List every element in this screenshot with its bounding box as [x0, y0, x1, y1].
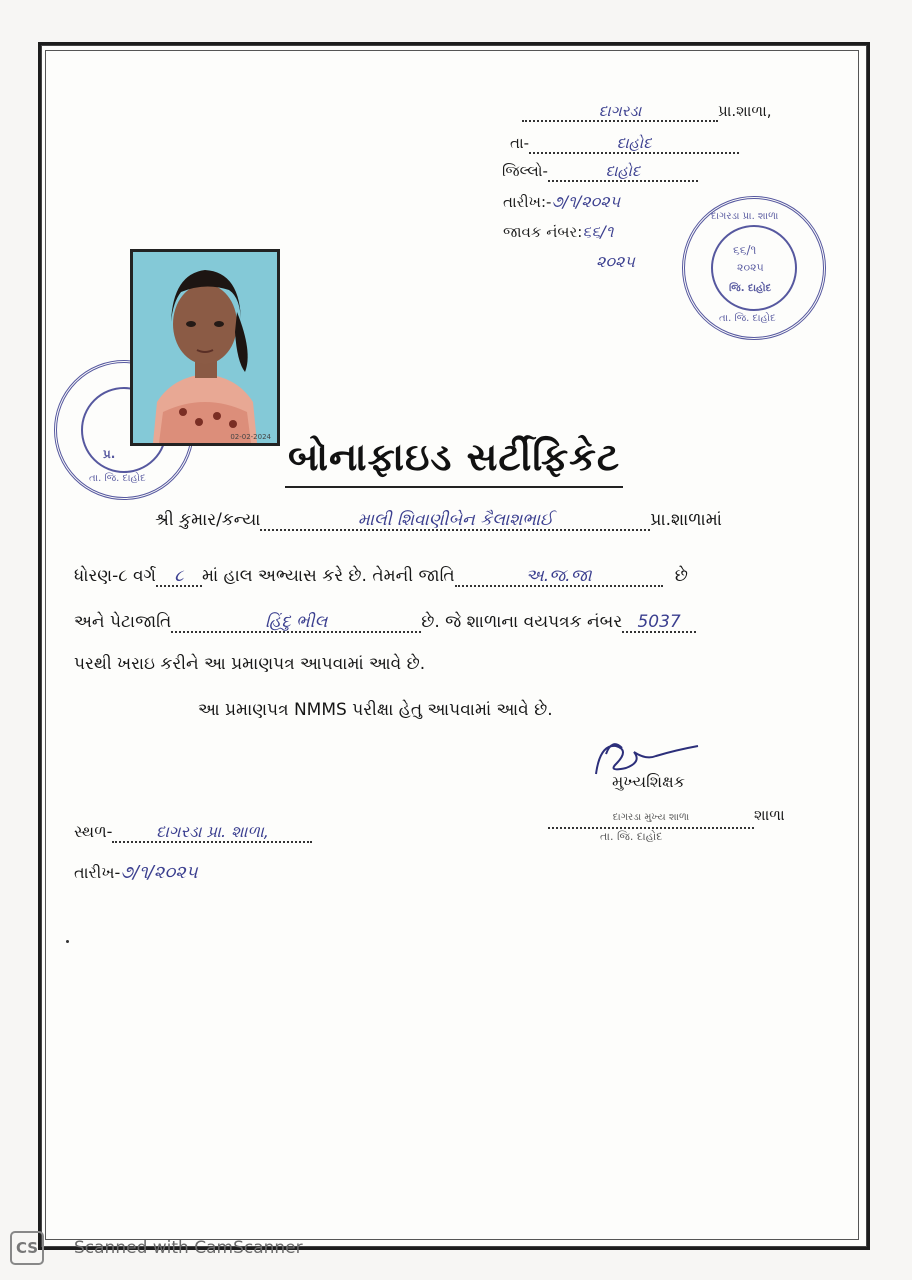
class-value: ૮ — [156, 567, 202, 587]
seal-bottom-text: તા. જિ. દાહોદ — [719, 313, 776, 324]
l2-suffix: છે — [674, 566, 688, 586]
place-date-value: ૭/૧/૨૦૨૫ — [120, 862, 198, 883]
certificate-title: બોનાફાઇડ સર્ટીફિકેટ — [285, 428, 623, 488]
signature-stamp-sub: તા. જિ. દાહોદ — [600, 830, 663, 843]
school-seal-right — [682, 196, 826, 340]
student-name: માલી શિવાણીબેન કૈલાશભાઈ — [260, 511, 650, 531]
l3-mid: છે. જે શાળાના વયપત્રક નંબર — [421, 612, 623, 632]
seal-number: ૬૬/૧ — [733, 243, 757, 257]
date-handwritten: ૭/૧/૨૦૨૫ — [551, 192, 621, 211]
photo-caption: 02-02-2024 — [230, 433, 271, 441]
taluka-label: તા- — [510, 134, 530, 152]
place-date-line — [74, 862, 198, 883]
header-school-line — [522, 102, 772, 122]
body-line-4: પરથી ખરાઇ કરીને આ પ્રમાણપત્ર આપવામાં આવે છે. — [74, 654, 426, 674]
taluka-handwritten: દાહોદ — [529, 134, 739, 154]
student-portrait-icon — [133, 252, 277, 443]
outward-handwritten: ૬૬/૧ — [582, 222, 614, 241]
body-line-5: આ પ્રમાણપત્ર NMMS પરીક્ષા હેતુ આપવામાં આવે છે. — [198, 700, 553, 720]
signature-school-stamp: દાગરડા મુખ્ય શાળા — [548, 809, 754, 829]
header-taluka-line — [510, 134, 739, 154]
outward-year-handwritten: ૨૦૨૫ — [596, 252, 635, 271]
place-line — [74, 822, 312, 843]
register-number: 5037 — [622, 613, 696, 633]
school-name-handwritten: દાગરડા — [522, 102, 718, 122]
header-outward-line — [503, 222, 613, 242]
body-line-2 — [74, 566, 688, 587]
camscanner-logo-icon: CS — [10, 1231, 44, 1265]
outward-label: જાવક નંબર: — [503, 223, 583, 241]
school-suffix: પ્રા.શાળા, — [718, 102, 772, 120]
scanner-footer — [10, 1230, 303, 1266]
seal-inner-bottom: જિ. દાહોદ — [729, 283, 772, 294]
header-date-line — [503, 192, 620, 212]
body-line-3 — [74, 612, 696, 633]
l2-mid: માં હાલ અભ્યાસ કરે છે. તેમની જાતિ — [201, 566, 455, 586]
seal-top-text: દાગરડા પ્રા. શાળા — [711, 211, 779, 222]
signature-school-suffix: શાળા — [754, 806, 785, 824]
l3-prefix: અને પેટાજાતિ — [74, 612, 172, 632]
subcaste-value: હિંદુ ભીલ — [171, 613, 421, 633]
ink-dot — [66, 940, 69, 943]
student-photo — [130, 249, 280, 446]
seal-year: ૨૦૨૫ — [737, 261, 764, 274]
seal-left-inner-text: પ્ર. — [103, 447, 116, 461]
header-district-line — [502, 162, 698, 182]
district-handwritten: દાહોદ — [548, 162, 698, 182]
place-date-label: તારીખ- — [74, 863, 121, 882]
caste-value: અ.જ.જા — [455, 567, 663, 587]
place-label: સ્થળ- — [74, 822, 113, 841]
l1-prefix: શ્રી કુમાર/કન્યા — [155, 510, 261, 530]
place-value: દાગરડા પ્રા. શાળા, — [112, 823, 312, 843]
l1-suffix: પ્રા.શાળામાં — [650, 510, 722, 530]
signature-school-line — [548, 806, 785, 829]
seal-left-bottom-text: તા. જિ. દાહોદ — [89, 473, 146, 484]
district-label: જિલ્લો- — [502, 162, 548, 180]
scanner-watermark-text: Scanned with CamScanner — [74, 1238, 303, 1258]
l2-prefix: ધોરણ-૮ વર્ગ — [74, 566, 156, 586]
signatory-role: મુખ્યશિક્ષક — [612, 772, 685, 791]
body-line-1 — [155, 510, 722, 531]
date-label: તારીખ:- — [503, 193, 552, 211]
